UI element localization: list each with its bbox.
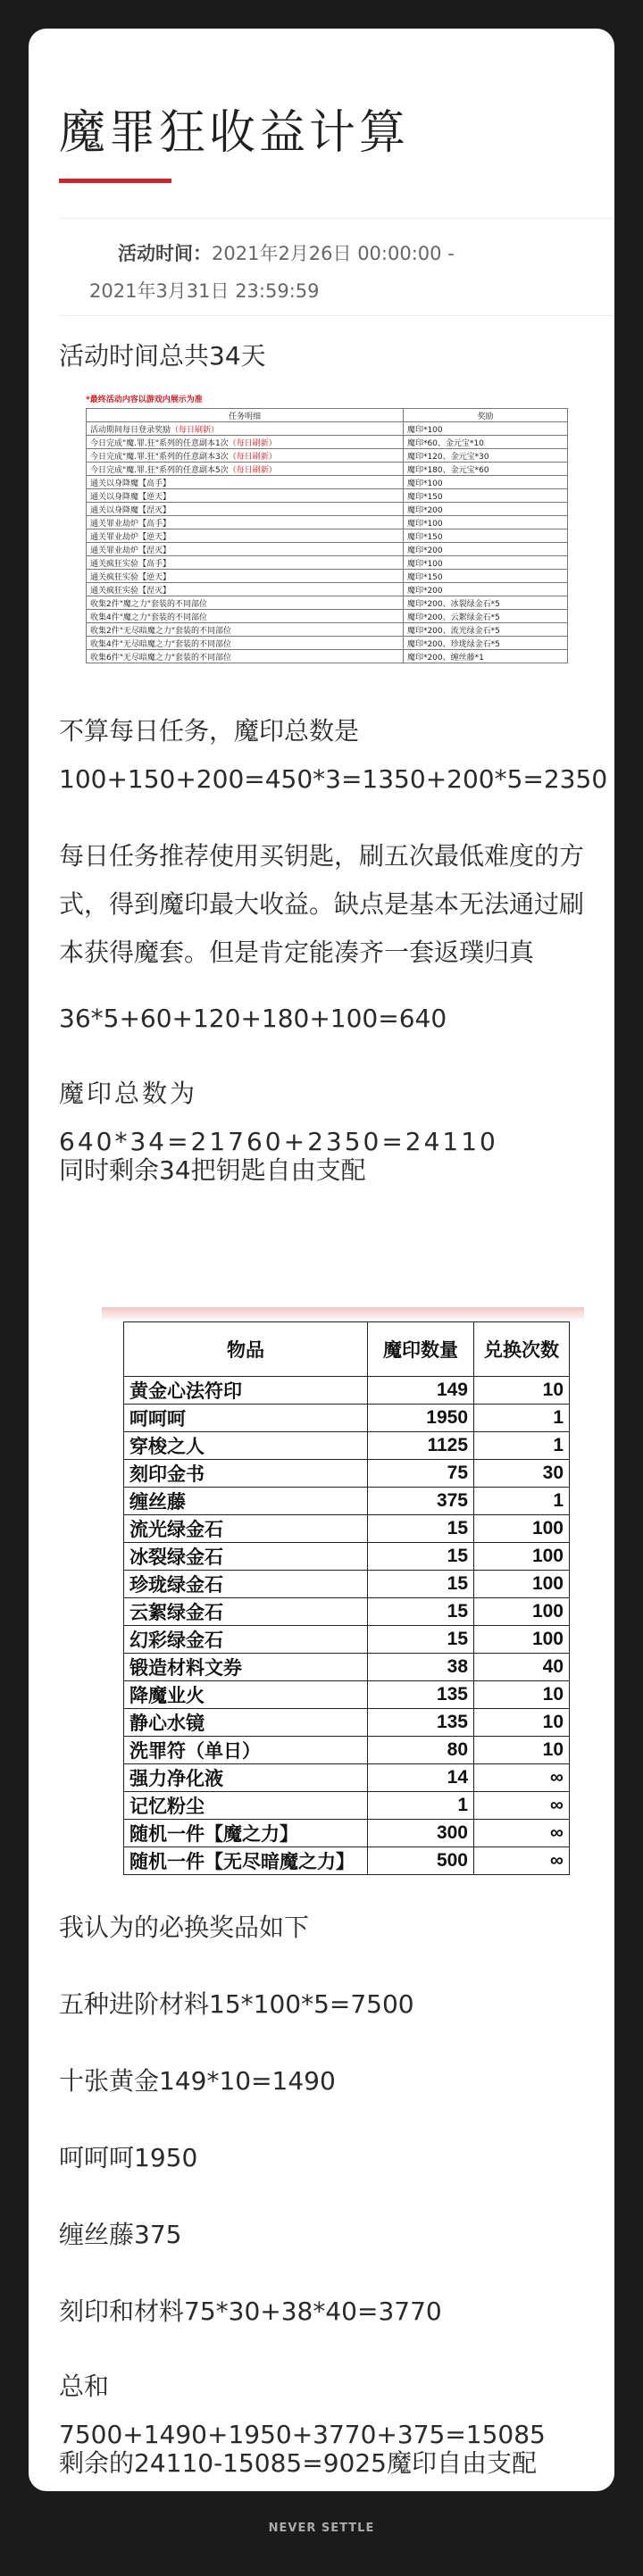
shop-cost-cell: 1125: [368, 1432, 474, 1460]
task-reward-table: [86, 408, 568, 663]
shop-times-cell: ∞: [474, 1820, 570, 1847]
daily-task-paragraph: 每日任务推荐使用买钥匙，刷五次最低难度的方式，得到魔印最大收益。缺点是基本无法通过刷本获得魔套。但是肯定能凑齐一套返璞归真: [59, 841, 585, 967]
task-name: 今日完成"魔.罪.狂"系列的任意副本1次: [90, 438, 229, 448]
shop-times-cell: 40: [474, 1654, 570, 1681]
shop-item-cell: 云絮绿金石: [124, 1598, 368, 1626]
refresh-tag: （每日刷新）: [228, 452, 277, 462]
shop-row: [124, 1820, 570, 1847]
task-reward-cell: 魔印*150: [403, 489, 567, 503]
event-time-label: 活动时间：: [118, 243, 212, 264]
shop-cost-cell: 1: [368, 1792, 474, 1820]
title-underline: [59, 179, 171, 183]
task-name: 收集2件"无尽暗魔之力"套装的不同部位: [90, 626, 232, 636]
shop-times-cell: 10: [474, 1709, 570, 1737]
shop-row: [124, 1432, 570, 1460]
task-reward-cell: 魔印*100: [403, 476, 567, 489]
shop-item-cell: 珍珑绿金石: [124, 1571, 368, 1598]
duration-paragraph: 活动时间总共34天: [59, 341, 266, 371]
task-name-cell: [87, 556, 404, 570]
refresh-tag: （每日刷新）: [228, 438, 277, 448]
shop-cost-cell: 15: [368, 1515, 474, 1543]
article-card: [29, 29, 614, 2491]
refresh-tag: （每日刷新）: [228, 465, 277, 475]
task-reward-cell: 魔印*150: [403, 529, 567, 543]
task-name: 通关疯狂实验【高手】: [90, 559, 171, 569]
shop-times-cell: 1: [474, 1488, 570, 1515]
task-name-cell: [87, 570, 404, 583]
shop-row: [124, 1626, 570, 1654]
shop-item-cell: 洗罪符（单日）: [124, 1737, 368, 1764]
shop-item-cell: 刻印金书: [124, 1460, 368, 1488]
shop-cost-cell: 500: [368, 1847, 474, 1875]
task-name: 收集2件"魔之力"套装的不同部位: [90, 599, 208, 609]
total-paragraph-2: 魔印总数为640*34=21760+2350=24110: [59, 1079, 498, 1156]
task-name: 收集6件"无尽暗魔之力"套装的不同部位: [90, 653, 232, 663]
shop-times-cell: 1: [474, 1405, 570, 1432]
task-reward-cell: 魔印*200、云絮绿金石*5: [403, 610, 567, 623]
task-row: [87, 489, 568, 503]
task-name-cell: [87, 596, 404, 610]
task-row: [87, 516, 568, 529]
article-title: 魔罪狂收益计算: [59, 106, 410, 160]
task-name: 通关以身降魔【高手】: [90, 479, 171, 488]
shop-cost-cell: 15: [368, 1598, 474, 1626]
shop-times-cell: ∞: [474, 1792, 570, 1820]
task-name: 今日完成"魔.罪.狂"系列的任意副本5次: [90, 465, 229, 475]
shop-exchange-table: [123, 1321, 570, 1875]
task-row: [87, 543, 568, 556]
task-reward-cell: 魔印*150: [403, 570, 567, 583]
shop-item-cell: 随机一件【魔之力】: [124, 1820, 368, 1847]
task-name-cell: [87, 436, 404, 449]
shop-cost-cell: 149: [368, 1377, 474, 1405]
task-row: [87, 463, 568, 476]
shop-item-cell: 锻造材料文券: [124, 1654, 368, 1681]
shop-item-cell: 缠丝藤: [124, 1488, 368, 1515]
shop-times-cell: 100: [474, 1515, 570, 1543]
shop-cost-cell: 15: [368, 1571, 474, 1598]
task-reward-cell: 魔印*200: [403, 583, 567, 596]
must-item-hehehe: 呵呵呵1950: [59, 2143, 198, 2172]
task-name: 今日完成"魔.罪.狂"系列的任意副本3次: [90, 452, 229, 462]
task-reward-cell: 魔印*100: [403, 516, 567, 529]
shop-times-cell: 100: [474, 1571, 570, 1598]
task-name: 通关疯狂实验【涅灭】: [90, 586, 171, 596]
shop-row: [124, 1681, 570, 1709]
shop-row: [124, 1377, 570, 1405]
task-name: 通关罪业劫炉【逆天】: [90, 532, 171, 542]
shop-exchange-image: [102, 1307, 584, 1886]
task-row: [87, 476, 568, 489]
task-name-cell: [87, 489, 404, 503]
shop-item-cell: 流光绿金石: [124, 1515, 368, 1543]
task-row: [87, 449, 568, 463]
task-row: [87, 529, 568, 543]
task-name: 活动期间每日登录奖励: [90, 425, 171, 435]
shop-row: [124, 1847, 570, 1875]
shop-table-header: 兑换次数: [474, 1322, 570, 1377]
shop-times-cell: ∞: [474, 1847, 570, 1875]
must-item-engrave: 刻印和材料75*30+38*40=3770: [59, 2297, 442, 2326]
shop-times-cell: 10: [474, 1737, 570, 1764]
must-item-vine: 缠丝藤375: [59, 2220, 182, 2249]
shop-item-cell: 穿梭之人: [124, 1432, 368, 1460]
task-name: 收集4件"魔之力"套装的不同部位: [90, 613, 208, 622]
shop-row: [124, 1737, 570, 1764]
task-name: 收集4件"无尽暗魔之力"套装的不同部位: [90, 639, 232, 649]
task-name-cell: [87, 650, 404, 663]
task-name-cell: [87, 610, 404, 623]
shop-item-cell: 随机一件【无尽暗魔之力】: [124, 1847, 368, 1875]
task-reward-cell: 魔印*60、金元宝*10: [403, 436, 567, 449]
task-row: [87, 623, 568, 637]
task-row: [87, 610, 568, 623]
shop-cost-cell: 75: [368, 1460, 474, 1488]
shop-cost-cell: 135: [368, 1681, 474, 1709]
shop-row: [124, 1598, 570, 1626]
task-reward-cell: 魔印*200、冰裂绿金石*5: [403, 596, 567, 610]
task-name-cell: [87, 529, 404, 543]
task-reward-cell: 魔印*180、金元宝*60: [403, 463, 567, 476]
task-row: [87, 596, 568, 610]
task-name-cell: [87, 422, 404, 436]
shop-table-header: 魔印数量: [368, 1322, 474, 1377]
task-row: [87, 570, 568, 583]
shop-item-cell: 黄金心法符印: [124, 1377, 368, 1405]
task-name-cell: [87, 503, 404, 516]
shop-cost-cell: 1950: [368, 1405, 474, 1432]
refresh-tag: （每日刷新）: [171, 425, 220, 435]
task-row: [87, 422, 568, 436]
must-total-paragraph: 总和7500+1490+1950+3770+375=15085: [59, 2372, 546, 2449]
shop-cost-cell: 15: [368, 1626, 474, 1654]
task-reward-image: [82, 393, 572, 677]
task-reward-cell: 魔印*200: [403, 543, 567, 556]
shop-times-cell: 100: [474, 1598, 570, 1626]
must-item-materials: 五种进阶材料15*100*5=7500: [59, 1989, 414, 2019]
task-name-cell: [87, 623, 404, 637]
task-warning-text: *最终活动内容以游戏内展示为准: [86, 396, 203, 404]
keys-paragraph: 同时剩余34把钥匙自由支配: [59, 1155, 366, 1185]
task-name: 通关罪业劫炉【涅灭】: [90, 546, 171, 555]
event-time-box: [59, 218, 614, 316]
shop-row: [124, 1654, 570, 1681]
task-row: [87, 436, 568, 449]
shop-times-cell: ∞: [474, 1764, 570, 1792]
task-row: [87, 650, 568, 663]
task-name: 通关罪业劫炉【高手】: [90, 519, 171, 529]
task-name-cell: [87, 449, 404, 463]
shop-row: [124, 1515, 570, 1543]
shop-row: [124, 1460, 570, 1488]
calc-paragraph: 36*5+60+120+180+100=640: [59, 1004, 447, 1033]
shop-cost-cell: 15: [368, 1543, 474, 1571]
footer-brand: NEVER SETTLE: [268, 2522, 375, 2535]
shop-item-cell: 幻彩绿金石: [124, 1626, 368, 1654]
shop-item-cell: 记忆粉尘: [124, 1792, 368, 1820]
shop-cost-cell: 135: [368, 1709, 474, 1737]
task-name: 通关疯狂实验【逆天】: [90, 572, 171, 582]
task-reward-cell: 魔印*200、缠丝藤*1: [403, 650, 567, 663]
event-time-end: 2021年3月31日 23:59:59: [89, 280, 320, 302]
shop-cost-cell: 14: [368, 1764, 474, 1792]
total-paragraph-1: 不算每日任务，魔印总数是100+150+200=450*3=1350+200*5=2350: [59, 716, 608, 794]
shop-row: [124, 1571, 570, 1598]
shop-row: [124, 1488, 570, 1515]
shop-row: [124, 1792, 570, 1820]
shop-times-cell: 100: [474, 1626, 570, 1654]
shop-item-cell: 降魔业火: [124, 1681, 368, 1709]
shop-row: [124, 1543, 570, 1571]
shop-times-cell: 10: [474, 1377, 570, 1405]
shop-table-header: 物品: [124, 1322, 368, 1377]
task-row: [87, 583, 568, 596]
must-item-gold: 十张黄金149*10=1490: [59, 2066, 336, 2096]
task-table-header: 奖励: [403, 409, 567, 422]
task-reward-cell: 魔印*200: [403, 503, 567, 516]
shop-cost-cell: 80: [368, 1737, 474, 1764]
shop-item-cell: 冰裂绿金石: [124, 1543, 368, 1571]
shop-times-cell: 100: [474, 1543, 570, 1571]
event-time-start: 2021年2月26日 00:00:00 -: [212, 243, 455, 264]
task-row: [87, 637, 568, 650]
shop-cost-cell: 38: [368, 1654, 474, 1681]
must-exchange-paragraph: 我认为的必换奖品如下: [59, 1913, 310, 1942]
shop-times-cell: 30: [474, 1460, 570, 1488]
task-reward-cell: 魔印*100: [403, 556, 567, 570]
shop-item-cell: 呵呵呵: [124, 1405, 368, 1432]
shop-cost-cell: 375: [368, 1488, 474, 1515]
task-name-cell: [87, 463, 404, 476]
shop-item-cell: 强力净化液: [124, 1764, 368, 1792]
shop-cost-cell: 300: [368, 1820, 474, 1847]
task-name-cell: [87, 516, 404, 529]
shop-row: [124, 1405, 570, 1432]
task-name: 通关以身降魔【涅灭】: [90, 505, 171, 515]
remaining-paragraph: 剩余的24110-15085=9025魔印自由支配: [59, 2448, 537, 2478]
task-reward-cell: 魔印*200、流光绿金石*5: [403, 623, 567, 637]
shop-item-cell: 静心水镜: [124, 1709, 368, 1737]
shop-times-cell: 10: [474, 1681, 570, 1709]
task-row: [87, 503, 568, 516]
shop-row: [124, 1709, 570, 1737]
task-name: 通关以身降魔【逆天】: [90, 492, 171, 502]
shop-row: [124, 1764, 570, 1792]
task-reward-cell: 魔印*200、珍珑绿金石*5: [403, 637, 567, 650]
shop-times-cell: 1: [474, 1432, 570, 1460]
task-reward-cell: 魔印*100: [403, 422, 567, 436]
task-reward-cell: 魔印*120、金元宝*30: [403, 449, 567, 463]
task-name-cell: [87, 583, 404, 596]
task-row: [87, 556, 568, 570]
task-name-cell: [87, 543, 404, 556]
task-name-cell: [87, 476, 404, 489]
task-table-header: 任务明细: [87, 409, 404, 422]
task-name-cell: [87, 637, 404, 650]
